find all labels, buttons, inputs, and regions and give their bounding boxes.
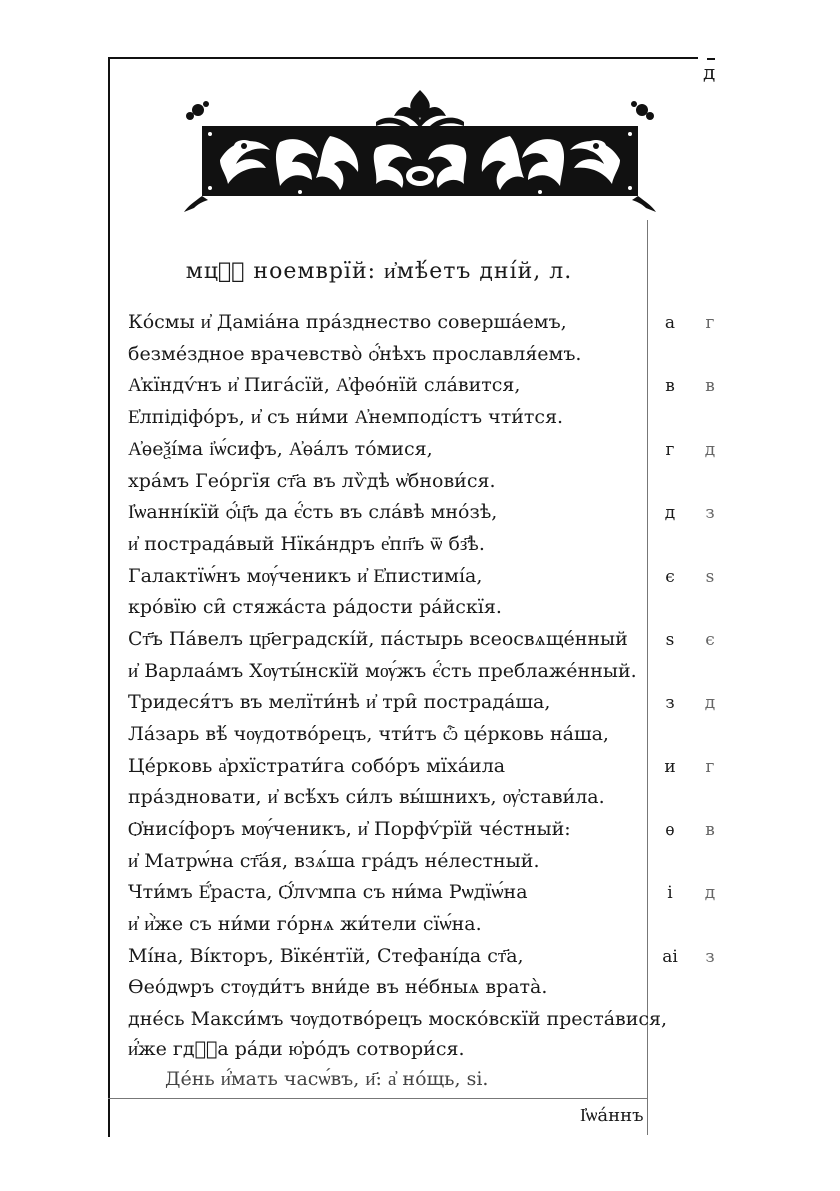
page-title: мцⷭ҇ ноемврїй: и҆мѣ́етъ дні́й, л. xyxy=(185,259,573,284)
weekday-letter: в xyxy=(705,820,715,840)
verse-line: и҆ Варлаа́мъ Хѹты́нскїй мѹ́жъ є҆́сть преблаже́нный. xyxy=(128,660,637,682)
verse-line: и҆ и҆̀же съ ни́ми го́рнѧ жи́тели сїѡ́на. xyxy=(128,913,482,935)
day-number: ѕ xyxy=(665,630,675,650)
day-number: і xyxy=(667,883,673,903)
verse-line: Ѻ҆нисі́форъ мѹ́ченикъ, и҆ Порфѵ́рїй че́стный: xyxy=(128,818,571,840)
verse-line: Тридеся́тъ въ мелїти́нѣ и҆ три̑ пострада́ша, xyxy=(128,691,551,713)
verse-line: А҆ѳеѯі́ма і҆ѡ́сифъ, А҆ѳа́лъ то́мися, xyxy=(128,438,433,460)
weekday-letter: д xyxy=(704,883,716,903)
verse-line: Ст҃ъ Па́велъ цр҃еградскі́й, па́стырь всеосвѧще́нный xyxy=(128,628,628,650)
margin-rule xyxy=(647,220,648,1135)
day-hours-note: Де́нь и҆́мать часѡ́въ, и҃: а҆ но́щь, ѕі. xyxy=(165,1068,489,1090)
verse-line: І҆ѡанні́кїй ѻ҆́ц҃ъ да є҆́сть въ сла́вѣ мно́зѣ, xyxy=(128,501,498,523)
verse-line: Ко́смы и҆ Даміа́на пра́зднество соверша́емъ, xyxy=(128,311,567,333)
verse-line: кро́вїю си̑ стяжа́ста ра́дости ра́йскїя. xyxy=(128,596,502,618)
verse-line: Ла́зарь вѣ́ чѹдотво́рецъ, чти́тъ ѽ це́рковь на́ша, xyxy=(128,723,609,745)
verse-line: и҆ Матрѡ́на ст҃а́я, взѧ́ша гра́дъ не́лестный. xyxy=(128,850,540,872)
day-number: аі xyxy=(662,947,678,967)
verse-line: Е҆лпідіфо́ръ, и҆ съ ни́ми А҆немподі́стъ чти́тся. xyxy=(128,406,564,428)
weekday-letter: д xyxy=(704,440,716,460)
verse-line: пра́здновати, и҆ всѣ́хъ си́лъ вы́шнихъ, ѹ҆стави́ла. xyxy=(128,786,605,808)
day-number: ѳ xyxy=(665,820,675,840)
verse-line: хра́мъ Гео́ргїя ст҃а въ лѷдѣ ѡ҆бнови́ся. xyxy=(128,470,496,492)
verse-line: Чти́мъ Е҆́раста, Ѻ҆́лѵмпа съ ни́ма Рѡдїѡ́на xyxy=(128,881,528,903)
day-number: є xyxy=(665,567,675,587)
weekday-letter: г xyxy=(705,757,715,777)
weekday-letter: г xyxy=(705,313,715,333)
verse-line: дне́сь Макси́мъ чѹдотво́рецъ моско́вскїй преста́вися, xyxy=(128,1008,668,1030)
weekday-letter: в xyxy=(705,376,715,396)
day-number: з xyxy=(665,693,675,713)
weekday-letter: є xyxy=(705,630,715,650)
verse-line: и҆ пострада́вый Нїка́ндръ е҆пп҃ъ ѿ бз҃ѣ. xyxy=(128,533,485,555)
day-number: д xyxy=(664,503,676,523)
frame-left-rule xyxy=(108,57,110,1137)
weekday-letter: ѕ xyxy=(705,567,715,587)
weekday-letter: з xyxy=(705,503,715,523)
folio-number: д xyxy=(703,60,716,84)
catchword: І҆ѡа́ннъ xyxy=(580,1105,644,1126)
day-number: и xyxy=(664,757,676,777)
day-number: в xyxy=(665,376,675,396)
verse-line: безме́здное врачевство̀ ѻ҆́нѣхъ прославля́емъ. xyxy=(128,343,582,365)
verse-line: Галактїѡ́нъ мѹ́ченикъ и҆ Е҆пистимі́а, xyxy=(128,565,483,587)
verse-line: Мі́на, Ві́кторъ, Вїке́нтїй, Стефані́да ст҃а, xyxy=(128,945,524,967)
day-number: а xyxy=(664,313,676,333)
weekday-letter: з xyxy=(705,947,715,967)
ornamental-headpiece xyxy=(180,88,660,213)
verse-line: А҆кїндѵ́нъ и҆ Пига́сїй, А҆фѳо́нїй сла́вится, xyxy=(128,374,521,396)
frame-top-rule xyxy=(108,57,698,59)
verse-line: Ѳео́дѡръ стѹди́тъ вни́де въ не́бныѧ врата̀. xyxy=(128,976,548,998)
weekday-letter: д xyxy=(704,693,716,713)
day-number: г xyxy=(665,440,675,460)
verse-line: и҆́же гдⷭ҇а ра́ди ю҆ро́дъ сотвори́ся. xyxy=(128,1038,465,1060)
footer-rule xyxy=(108,1098,648,1099)
verse-line: Це́рковь а҆рхїстрати́га собо́ръ мїха́ила xyxy=(128,755,506,777)
